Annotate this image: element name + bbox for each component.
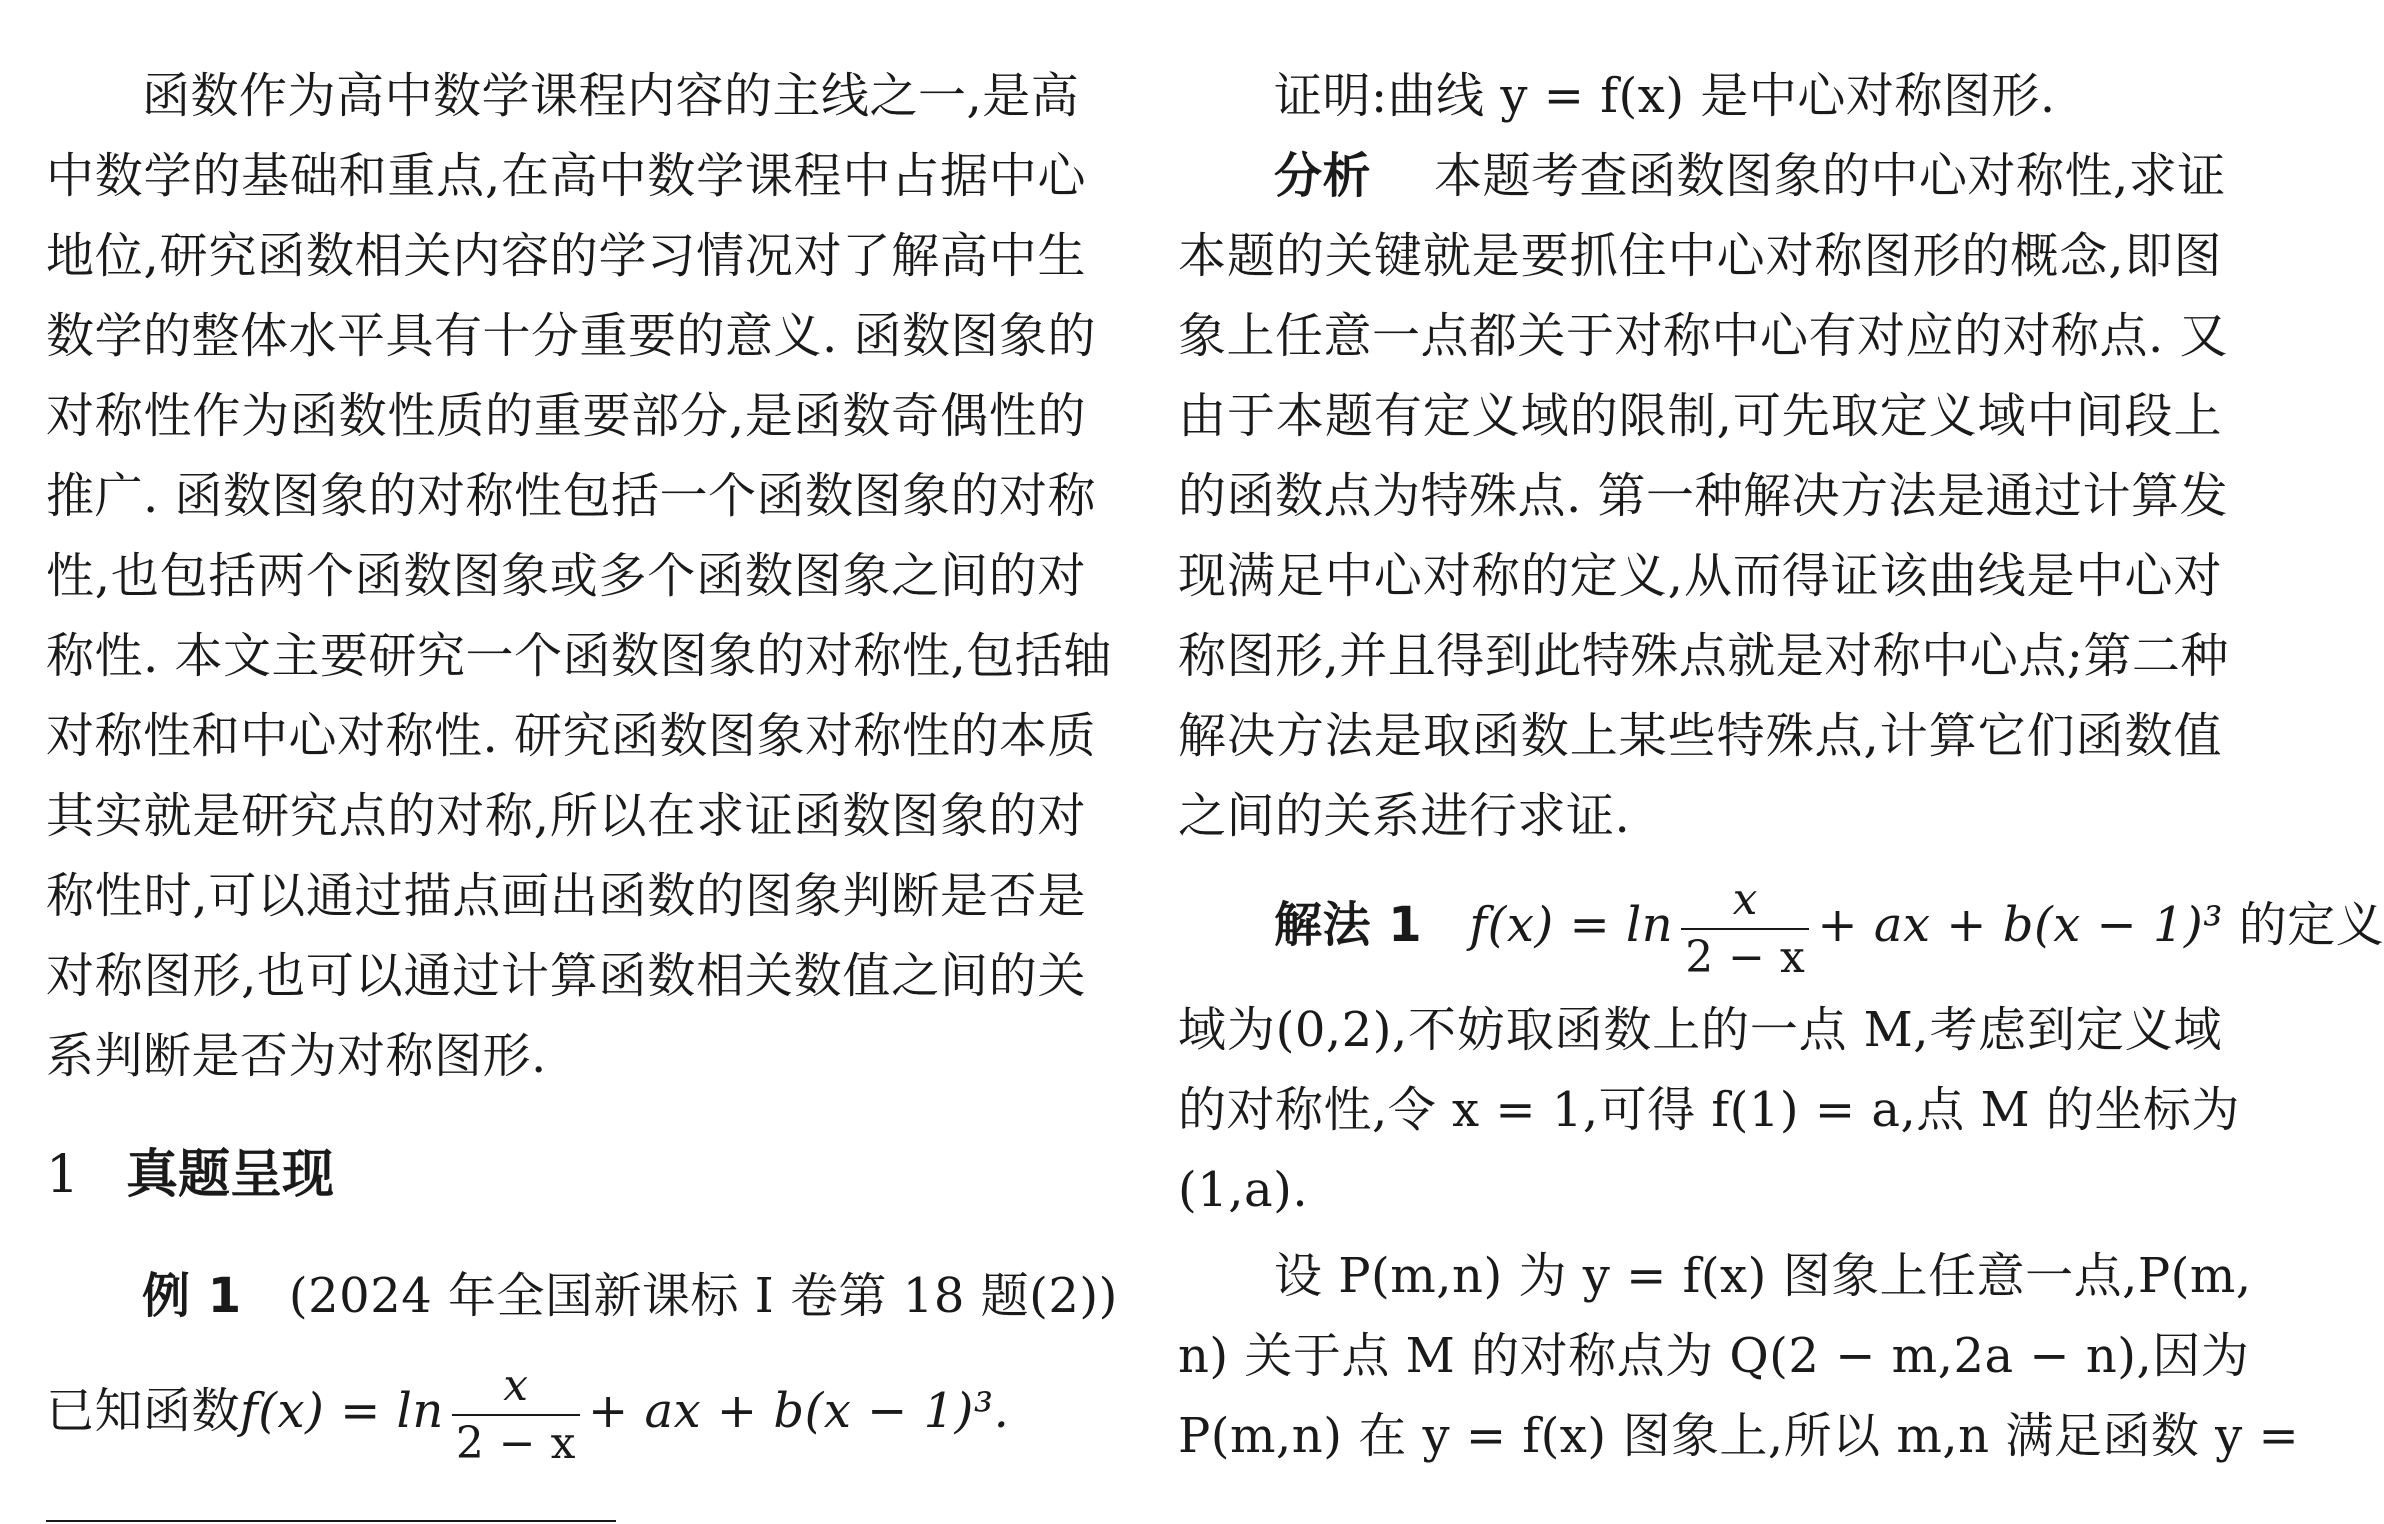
solution-line: 的对称性,令 x = 1,可得 f(1) = a,点 M 的坐标为	[1178, 1082, 2240, 1138]
paragraph-line: 地位,研究函数相关内容的学习情况对了解高中生	[46, 228, 1086, 284]
footnote-divider	[46, 1520, 616, 1522]
fraction-numerator: x	[1681, 878, 1809, 930]
example-formula-line	[46, 1356, 1010, 1469]
solution-label: 解法 1	[1274, 897, 1423, 953]
analysis-line: 象上任意一点都关于对称中心有对应的对称点. 又	[1178, 308, 2229, 364]
fraction	[1681, 873, 1809, 983]
paragraph-line: 对称图形,也可以通过计算函数相关数值之间的关	[46, 948, 1086, 1004]
analysis-line: 的函数点为特殊点. 第一种解决方法是通过计算发	[1178, 468, 2229, 524]
section-title: 真题呈现	[126, 1145, 335, 1205]
paragraph-line: 系判断是否为对称图形.	[46, 1028, 547, 1084]
paragraph-line: 其实就是研究点的对称,所以在求证函数图象的对	[46, 788, 1086, 844]
paragraph-line: 对称性作为函数性质的重要部分,是函数奇偶性的	[46, 388, 1086, 444]
formula-lhs: f(x) = ln	[240, 1383, 444, 1439]
analysis-line: 解决方法是取函数上某些特殊点,计算它们函数值	[1178, 708, 2222, 764]
solution-formula-lhs: f(x) = ln	[1469, 897, 1674, 953]
paragraph-line: 对称性和中心对称性. 研究函数图象对称性的本质	[46, 708, 1097, 764]
paragraph-line: 推广. 函数图象的对称性包括一个函数图象的对称	[46, 468, 1097, 524]
fraction-numerator: x	[452, 1364, 580, 1416]
solution-line: (1,a).	[1178, 1162, 1309, 1218]
fraction	[452, 1359, 580, 1469]
paragraph-line: 函数作为高中数学课程内容的主线之一,是高	[142, 68, 1080, 124]
section-heading	[46, 1130, 334, 1220]
analysis-line: 之间的关系进行求证.	[1178, 788, 1631, 844]
prove-statement: 证明:曲线 y = f(x) 是中心对称图形.	[1274, 68, 2056, 124]
analysis-text: 本题考查函数图象的中心对称性,求证	[1434, 148, 2226, 204]
paragraph-line: 中数学的基础和重点,在高中数学课程中占据中心	[46, 148, 1086, 204]
paragraph-line: 数学的整体水平具有十分重要的意义. 函数图象的	[46, 308, 1097, 364]
solution-tail: 的定义	[2238, 897, 2384, 953]
fraction-denominator: 2 − x	[1685, 931, 1806, 983]
proof-line: 设 P(m,n) 为 y = f(x) 图象上任意一点,P(m,	[1274, 1248, 2252, 1304]
example-source: (2024 年全国新课标 Ⅰ 卷第 18 题(2))	[288, 1268, 1118, 1324]
analysis-line: 现满足中心对称的定义,从而得证该曲线是中心对	[1178, 548, 2222, 604]
paragraph-line: 称性时,可以通过描点画出函数的图象判断是否是	[46, 868, 1086, 924]
analysis-line: 称图形,并且得到此特殊点就是对称中心点;第二种	[1178, 628, 2229, 684]
paragraph-line: 称性. 本文主要研究一个函数图象的对称性,包括轴	[46, 628, 1112, 684]
example-header	[142, 1256, 1118, 1336]
solution-formula-line	[1274, 870, 2384, 983]
given-prefix: 已知函数	[46, 1383, 241, 1439]
example-label: 例 1	[142, 1268, 242, 1324]
analysis-line: 由于本题有定义域的限制,可先取定义域中间段上	[1178, 388, 2222, 444]
analysis-label: 分析	[1274, 148, 1372, 204]
solution-line: 域为(0,2),不妨取函数上的一点 M,考虑到定义域	[1178, 1002, 2222, 1058]
solution-formula-rhs: + ax + b(x − 1)³	[1817, 897, 2224, 953]
analysis-line: 本题的关键就是要抓住中心对称图形的概念,即图	[1178, 228, 2222, 284]
proof-line: P(m,n) 在 y = f(x) 图象上,所以 m,n 满足函数 y =	[1178, 1408, 2300, 1464]
formula-rhs: + ax + b(x − 1)³.	[587, 1383, 1010, 1439]
section-number: 1	[46, 1145, 80, 1205]
analysis-first-line	[1274, 136, 2226, 216]
fraction-denominator: 2 − x	[455, 1417, 576, 1469]
proof-line: n) 关于点 M 的对称点为 Q(2 − m,2a − n),因为	[1178, 1328, 2250, 1384]
paragraph-line: 性,也包括两个函数图象或多个函数图象之间的对	[46, 548, 1086, 604]
